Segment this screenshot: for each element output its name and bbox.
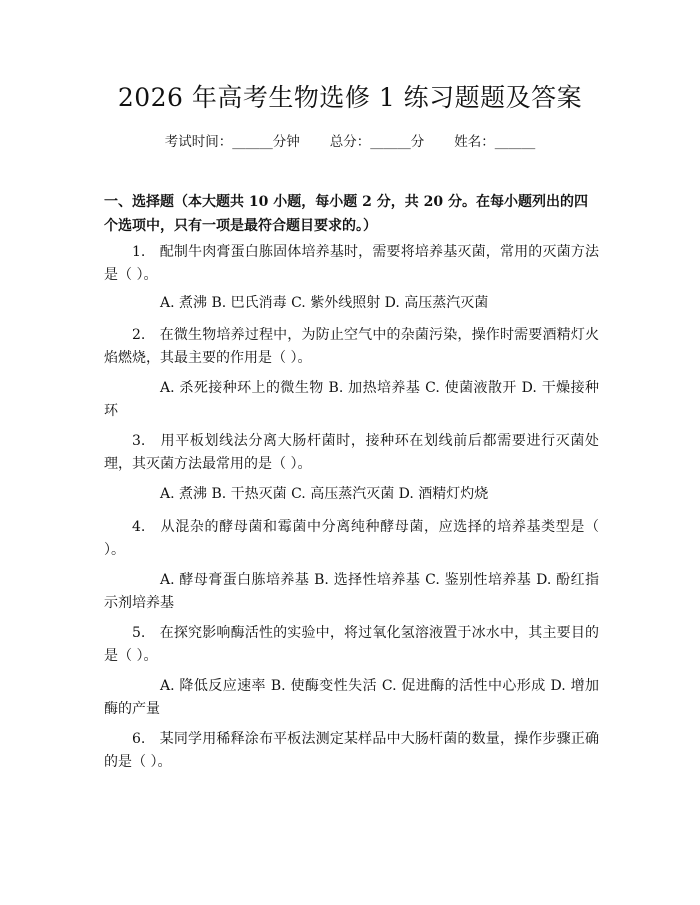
- section-heading: 一、选择题（本大题共 10 小题，每小题 2 分，共 20 分。在每小题列出的四个选项中，只有一项是最符合题目要求的。）: [104, 194, 588, 234]
- question-1: 1. 配制牛肉膏蛋白胨固体培养基时，需要将培养基灭菌，常用的灭菌方法是（ ）。: [104, 244, 599, 283]
- exam-name: 姓名：______: [454, 134, 536, 150]
- question-3: 3. 用平板划线法分离大肠杆菌时，接种环在划线前后都需要进行灭菌处理，其灭菌方法最常用的是（ ）。: [104, 433, 599, 472]
- exam-meta: [0, 132, 700, 152]
- exam-total-score: 总分：______分: [329, 134, 425, 150]
- question-2: 2. 在微生物培养过程中，为防止空气中的杂菌污染，操作时需要酒精灯火焰燃烧，其最主要的作用是（ ）。: [104, 327, 599, 366]
- question-6: 6. 某同学用稀释涂布平板法测定某样品中大肠杆菌的数量，操作步骤正确的是（ ）。: [104, 731, 599, 770]
- exam-time: 考试时间：______分钟: [164, 134, 300, 150]
- question-2-options: A. 杀死接种环上的微生物 B. 加热培养基 C. 使菌液散开 D. 干燥接种环: [104, 380, 599, 419]
- question-1-options: A. 煮沸 B. 巴氏消毒 C. 紫外线照射 D. 高压蒸汽灭菌: [160, 295, 489, 311]
- question-5: 5. 在探究影响酶活性的实验中，将过氧化氢溶液置于冰水中，其主要目的是（ ）。: [104, 625, 599, 664]
- document-title: 2026 年高考生物选修 1 练习题题及答案: [117, 83, 583, 112]
- question-4: 4. 从混杂的酵母菌和霉菌中分离纯种酵母菌，应选择的培养基类型是（ ）。: [104, 519, 599, 558]
- question-5-options: A. 降低反应速率 B. 使酶变性失活 C. 促进酶的活性中心形成 D. 增加酶的产量: [104, 678, 599, 717]
- question-3-options: A. 煮沸 B. 干热灭菌 C. 高压蒸汽灭菌 D. 酒精灯灼烧: [160, 486, 489, 502]
- question-4-options: A. 酵母膏蛋白胨培养基 B. 选择性培养基 C. 鉴别性培养基 D. 酚红指示剂培养基: [104, 572, 599, 611]
